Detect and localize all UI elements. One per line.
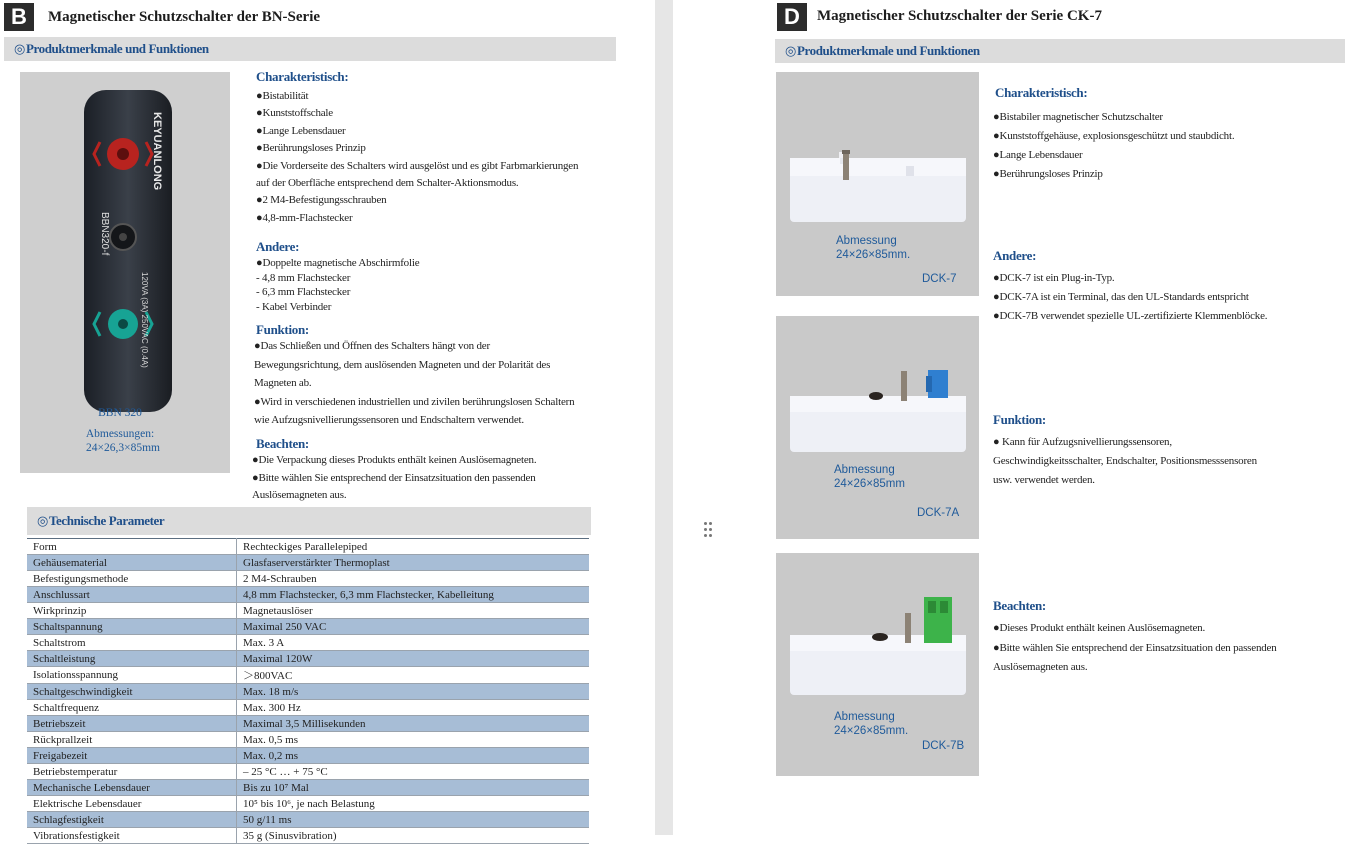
table-row [27, 571, 589, 587]
model-dck7: DCK-7 [922, 273, 957, 285]
param-name: Schaltstrom [27, 635, 237, 651]
list-item: Auslösemagneten aus. [252, 489, 347, 501]
charakteristisch-list-left [256, 88, 578, 227]
product-photo-dck7b [776, 553, 979, 776]
caption-dim-label: Abmessungen: [85, 428, 155, 440]
list-item: - Kabel Verbinder [256, 300, 332, 313]
circle-mark-icon: ◎ [785, 43, 796, 58]
list-item: ●Bistabiler magnetischer Schutzschalter [993, 111, 1163, 123]
list-item: ●Lange Lebensdauer [993, 149, 1083, 161]
param-value: 2 M4-Schrauben [237, 571, 590, 587]
list-item: usw. verwendet werden. [993, 474, 1095, 486]
model-dck7b: DCK-7B [922, 740, 965, 752]
list-item: Magneten ab. [254, 377, 312, 389]
list-item: - 4,8 mm Flachstecker [256, 271, 351, 284]
beachten-list-left [252, 452, 536, 505]
list-item: ●Berührungsloses Prinzip [256, 142, 366, 155]
param-name: Anschlussart [27, 587, 237, 603]
param-value: ＞800VAC [237, 667, 590, 684]
list-item: ●Bitte wählen Sie entsprechend der Einsatzsituation den passenden [252, 471, 536, 484]
list-item: - 6,3 mm Flachstecker [256, 286, 351, 298]
andere-list-right [993, 269, 1267, 326]
table-row [27, 587, 589, 603]
heading-funktion-right: Funktion: [993, 412, 1046, 427]
param-name: Schaltgeschwindigkeit [27, 684, 237, 700]
param-name: Betriebstemperatur [27, 764, 237, 780]
table-row [27, 539, 589, 555]
list-item: ●Bistabilität [256, 90, 309, 102]
table-row [27, 732, 589, 748]
table-row [27, 764, 589, 780]
dim-value-dck7: 24×26×85mm. [836, 249, 911, 261]
param-value: 10⁵ bis 10⁶, je nach Belastung [237, 796, 590, 812]
list-item: ●Doppelte magnetische Abschirmfolie [256, 257, 420, 269]
list-item: ●Das Schließen und Öffnen des Schalters hängt von der [254, 340, 490, 352]
dim-label-dck7b: Abmessung [834, 711, 895, 723]
param-value: Glasfaserverstärkter Thermoplast [237, 555, 590, 571]
section-badge-d: D [777, 3, 807, 31]
rating-print: 120VA (3A) 250VAC (0.4A) [140, 272, 149, 368]
param-value: 50 g/11 ms [237, 812, 590, 828]
list-item: ●Die Vorderseite des Schalters wird ausgelöst und es gibt Farbmarkierungen [256, 159, 579, 172]
table-row [27, 684, 589, 700]
param-name: Schaltfrequenz [27, 700, 237, 716]
list-item: ●Bitte wählen Sie entsprechend der Einsatzsituation den passenden [993, 641, 1277, 654]
product-photo-bbn320 [20, 72, 230, 473]
heading-beachten-left: Beachten: [256, 436, 309, 451]
list-item: ●Kunststoffschale [256, 107, 333, 120]
page-title-bn-series: Magnetischer Schutzschalter der BN-Serie [48, 9, 321, 25]
heading-funktion-left: Funktion: [256, 322, 309, 337]
parameters-table [27, 538, 589, 844]
table-row [27, 619, 589, 635]
model-dck7a: DCK-7A [917, 507, 960, 519]
table-row [27, 667, 589, 684]
product-photo-dck7a [776, 316, 979, 539]
params-bar [27, 507, 591, 535]
funktion-list-right [993, 433, 1257, 490]
table-row [27, 603, 589, 619]
param-value: Maximal 120W [237, 651, 590, 667]
list-item: ●Berührungsloses Prinzip [993, 168, 1103, 180]
param-value: Bis zu 10⁷ Mal [237, 780, 590, 796]
heading-charakteristisch-right: Charakteristisch: [995, 85, 1088, 100]
list-item: Geschwindigkeitsschalter, Endschalter, Positionsmesssensoren [993, 455, 1257, 467]
dim-label-dck7: Abmessung [836, 235, 897, 247]
list-item: ●Dieses Produkt enthält keinen Auslösemagneten. [993, 622, 1206, 634]
table-row [27, 812, 589, 828]
section-badge-b: B [4, 3, 34, 31]
list-item: ●Lange Lebensdauer [256, 124, 346, 137]
list-item: ●Kunststoffgehäuse, explosionsgeschützt und staubdicht. [993, 130, 1235, 142]
dim-value-dck7a: 24×26×85mm [834, 478, 905, 490]
list-item: auf der Oberfläche entsprechend dem Schalter-Aktionsmodus. [256, 177, 519, 190]
circle-mark-icon: ◎ [37, 513, 48, 528]
param-value: Max. 300 Hz [237, 700, 590, 716]
features-bar-right [775, 39, 1345, 63]
param-name: Wirkprinzip [27, 603, 237, 619]
model-print: BBN320-f [99, 212, 110, 256]
features-bar-left [4, 37, 616, 61]
caption-name: BBN 320 [98, 407, 142, 419]
param-name: Mechanische Lebensdauer [27, 780, 237, 796]
andere-list-left [256, 256, 419, 314]
param-value: – 25 °C … + 75 °C [237, 764, 590, 780]
param-name: Form [27, 539, 237, 555]
list-item: ●DCK-7 ist ein Plug-in-Typ. [993, 272, 1115, 284]
heading-beachten-right: Beachten: [993, 598, 1046, 613]
features-bar-label: Produktmerkmale und Funktionen [796, 43, 980, 58]
param-value: Maximal 3,5 Millisekunden [237, 716, 590, 732]
page-title-ck7-series: Magnetischer Schutzschalter der Serie CK-7 [817, 8, 1102, 24]
table-row [27, 700, 589, 716]
param-value: Magnetauslöser [237, 603, 590, 619]
list-item: ● Kann für Aufzugsnivellierungssensoren, [993, 436, 1172, 448]
beachten-list-right [993, 619, 1277, 678]
param-name: Rückprallzeit [27, 732, 237, 748]
param-name: Betriebszeit [27, 716, 237, 732]
table-row [27, 651, 589, 667]
param-value: 4,8 mm Flachstecker, 6,3 mm Flachstecker, Kabelleitung [237, 587, 590, 603]
list-item: ●Wird in verschiedenen industriellen und zivilen berührungslosen Schaltern [254, 395, 575, 408]
heading-andere-right: Andere: [993, 248, 1037, 263]
param-value: Rechteckiges Parallelepiped [237, 539, 590, 555]
list-item: Bewegungsrichtung, dem auslösenden Magneten und der Polarität des [254, 358, 551, 371]
table-row [27, 555, 589, 571]
param-name: Schaltspannung [27, 619, 237, 635]
caption-dim-value: 24×26,3×85mm [86, 442, 160, 454]
param-name: Freigabezeit [27, 748, 237, 764]
dim-value-dck7b: 24×26×85mm. [834, 725, 909, 737]
param-name: Schlagfestigkeit [27, 812, 237, 828]
param-name: Schaltleistung [27, 651, 237, 667]
dck7-switch-image [776, 72, 979, 296]
table-row [27, 716, 589, 732]
list-item: ●DCK-7A ist ein Terminal, das den UL-Standards entspricht [993, 291, 1249, 303]
table-row [27, 635, 589, 651]
list-item: wie Aufzugsnivellierungssensoren und Endschaltern verwendet. [254, 414, 524, 426]
table-row [27, 780, 589, 796]
param-value: Max. 3 A [237, 635, 590, 651]
heading-charakteristisch-left: Charakteristisch: [256, 69, 349, 84]
params-bar-label: Technische Parameter [48, 513, 165, 528]
param-value: Maximal 250 VAC [237, 619, 590, 635]
list-item: ●4,8-mm-Flachstecker [256, 211, 353, 224]
param-name: Elektrische Lebensdauer [27, 796, 237, 812]
param-name: Gehäusematerial [27, 555, 237, 571]
list-item: ●2 M4-Befestigungsschrauben [256, 194, 387, 207]
list-item: ●Die Verpackung dieses Produkts enthält keinen Auslösemagneten. [252, 454, 537, 466]
dck7a-switch-image [776, 316, 979, 539]
product-photo-dck7 [776, 72, 979, 296]
list-item: ●DCK-7B verwendet spezielle UL-zertifizierte Klemmenblöcke. [993, 310, 1268, 322]
param-name: Isolationsspannung [27, 667, 237, 684]
param-name: Befestigungsmethode [27, 571, 237, 587]
table-row [27, 796, 589, 812]
list-item: Auslösemagneten aus. [993, 661, 1088, 673]
param-value: Max. 0,2 ms [237, 748, 590, 764]
drag-handle-icon[interactable] [704, 522, 712, 538]
heading-andere-left: Andere: [256, 239, 300, 254]
param-value: Max. 0,5 ms [237, 732, 590, 748]
page-gutter [655, 0, 673, 835]
param-name: Vibrationsfestigkeit [27, 828, 237, 844]
param-value: 35 g (Sinusvibration) [237, 828, 590, 844]
funktion-list-left [254, 337, 574, 430]
param-value: Max. 18 m/s [237, 684, 590, 700]
features-bar-label: Produktmerkmale und Funktionen [25, 41, 209, 56]
table-row [27, 748, 589, 764]
brand-print: KEYUANLONG [151, 112, 163, 191]
circle-mark-icon: ◎ [14, 41, 25, 56]
table-row [27, 828, 589, 844]
charakteristisch-list-right [993, 108, 1234, 184]
dim-label-dck7a: Abmessung [834, 464, 895, 476]
